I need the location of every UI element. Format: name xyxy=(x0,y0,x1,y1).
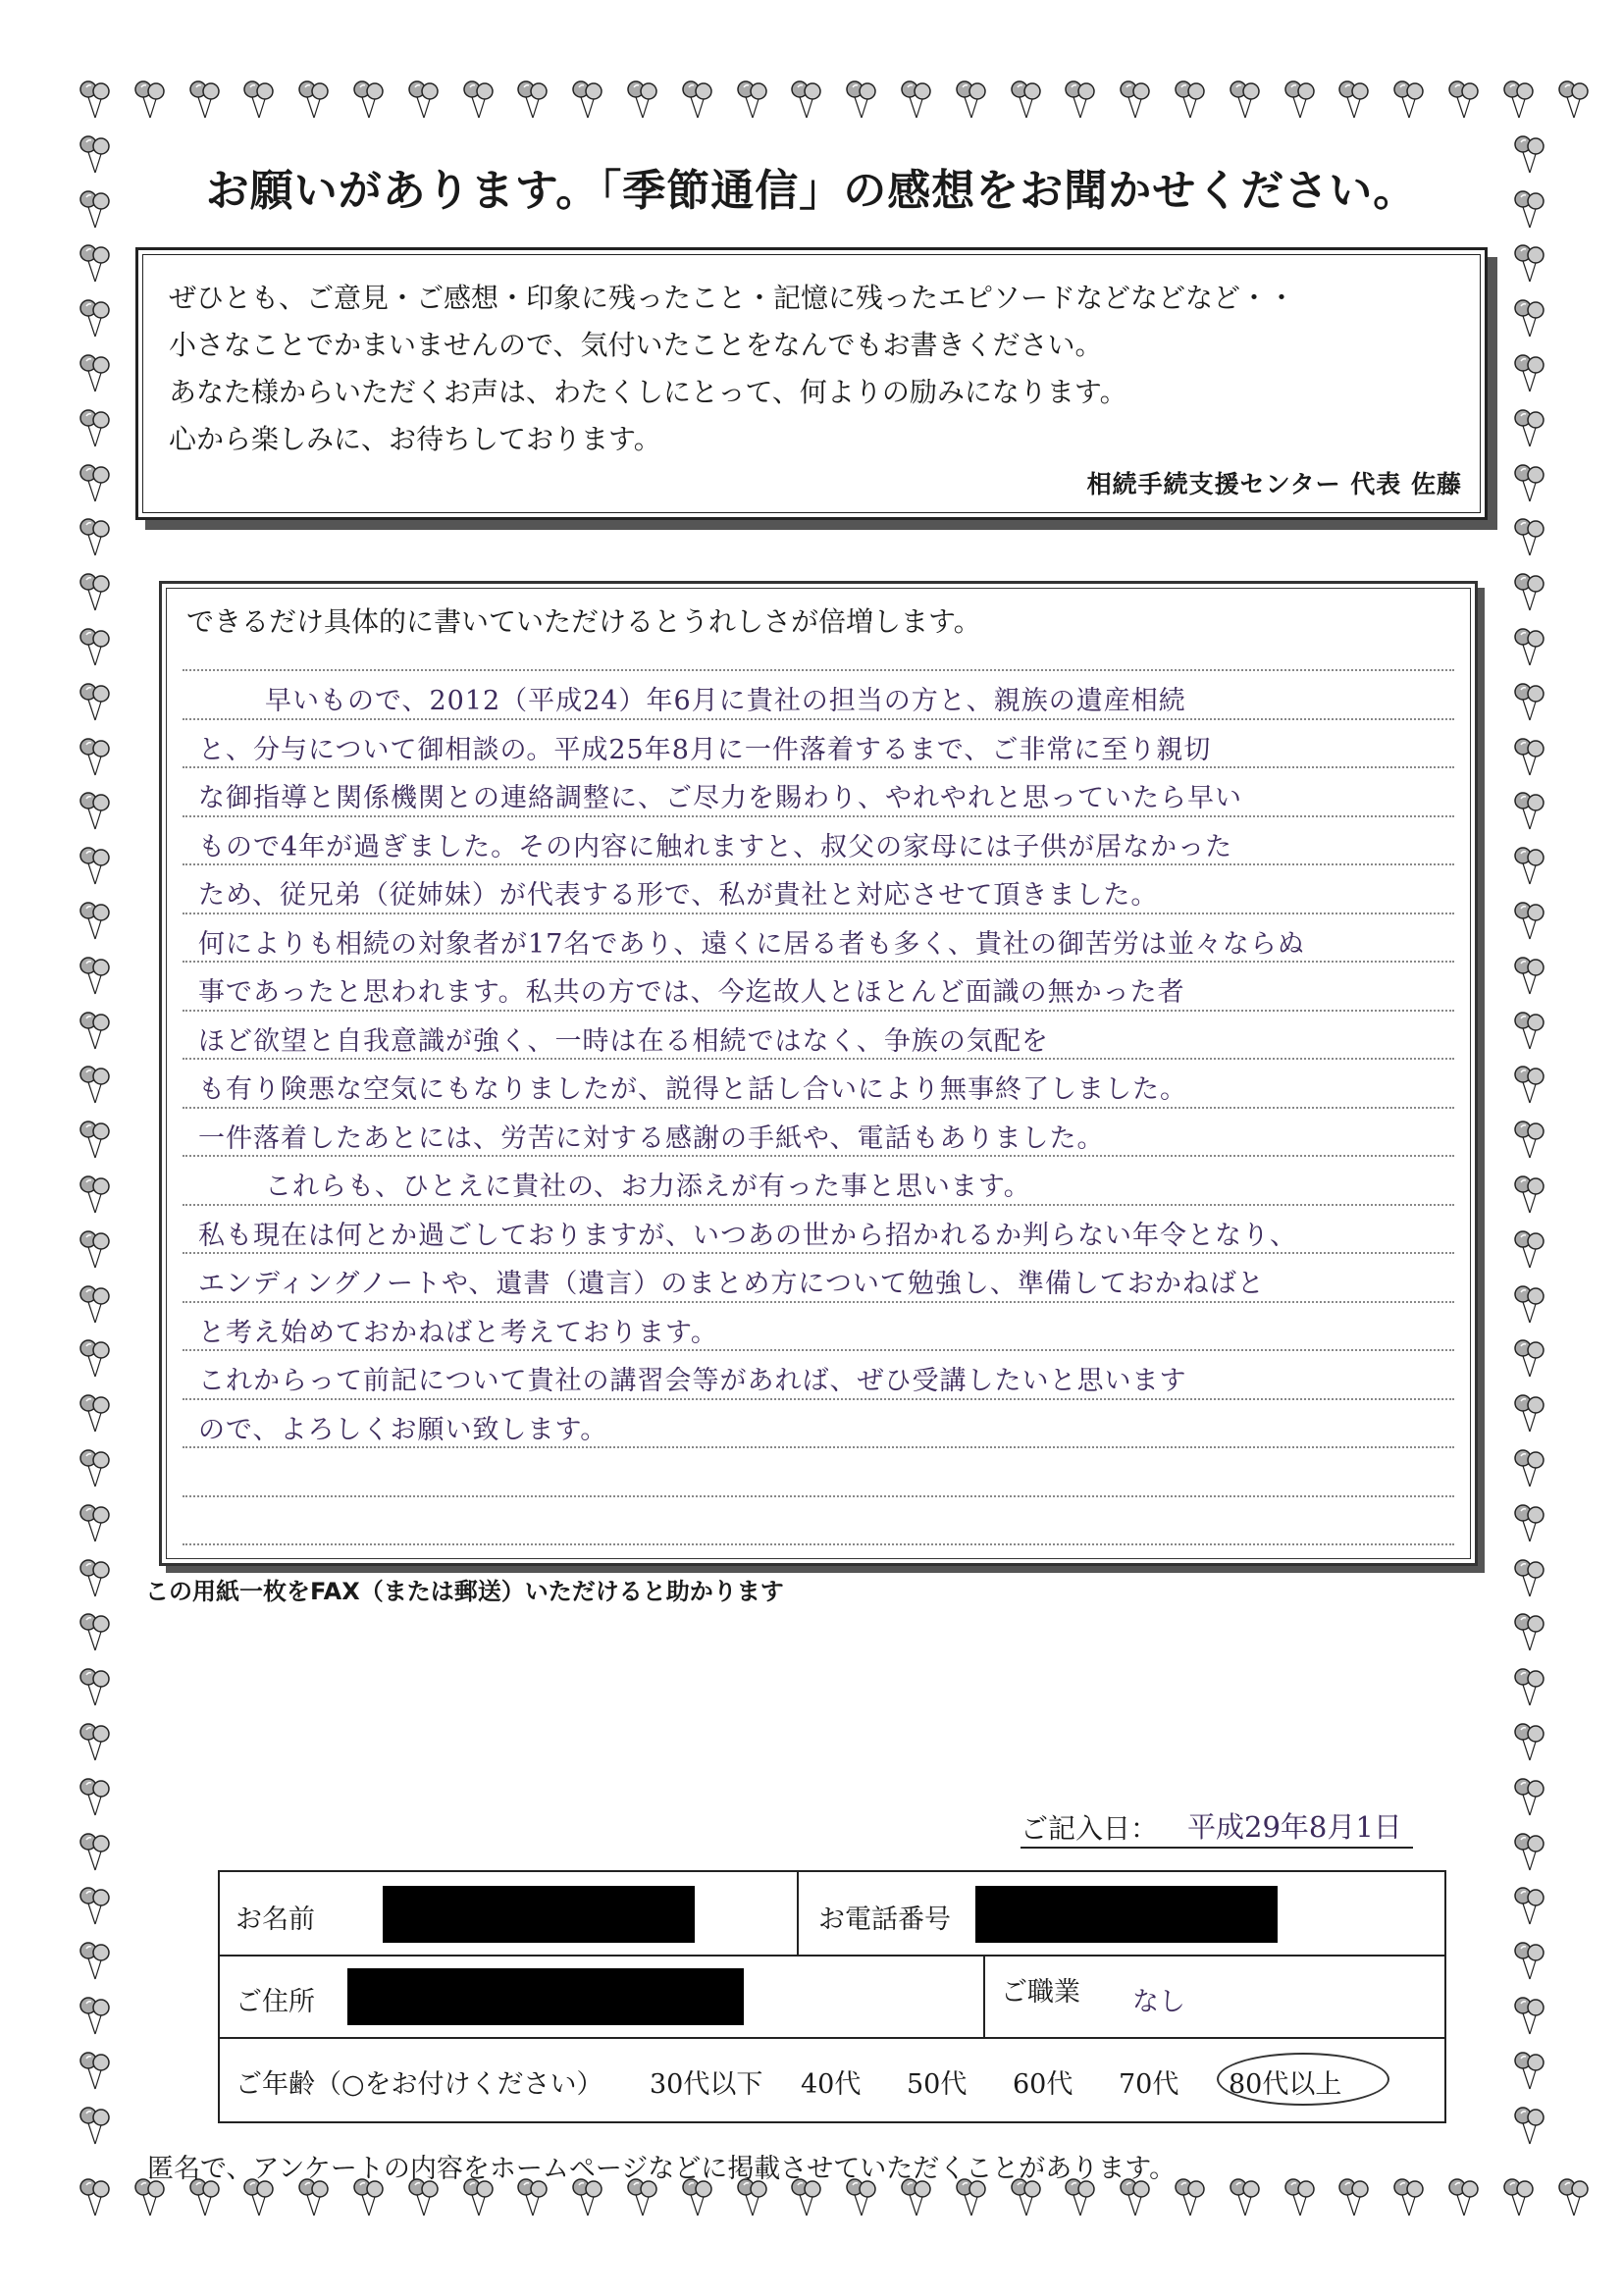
balloon-icon xyxy=(1557,2176,1591,2219)
ruled-line xyxy=(183,815,1454,817)
balloon-icon xyxy=(79,571,112,614)
balloon-icon xyxy=(188,78,222,122)
balloon-icon xyxy=(79,2105,112,2148)
balloon-icon xyxy=(79,297,112,340)
age-option-80s-plus[interactable]: 80代以上 xyxy=(1229,2069,1342,2100)
name-label: お名前 xyxy=(236,1905,315,1935)
answer-prompt: できるだけ具体的に書いていただけるとうれしさが倍増します。 xyxy=(186,605,981,638)
balloon-icon xyxy=(79,1995,112,2038)
page-title: お願いがあります。「季節通信」の感想をお聞かせください。 xyxy=(205,166,1418,216)
message-box xyxy=(135,247,1488,520)
balloon-icon xyxy=(79,736,112,779)
balloon-icon xyxy=(1229,2176,1262,2219)
answer-box-inner xyxy=(166,588,1471,1559)
ruled-line xyxy=(183,1301,1454,1303)
name-field-redacted[interactable] xyxy=(383,1886,695,1943)
balloon-icon xyxy=(790,78,823,122)
ruled-line xyxy=(183,1495,1454,1497)
balloon-icon xyxy=(79,1228,112,1272)
balloon-icon xyxy=(1229,78,1262,122)
form-divider xyxy=(797,1872,799,1955)
form-divider xyxy=(983,1955,985,2037)
handwritten-line: な御指導と関係機関との連絡調整に、ご尽力を賜わり、やれやれと思っていたら早い xyxy=(198,783,1242,813)
balloon-icon xyxy=(1337,2176,1371,2219)
ruled-line xyxy=(183,1107,1454,1109)
balloon-icon xyxy=(407,78,441,122)
balloon-icon xyxy=(79,900,112,943)
message-box-inner xyxy=(142,254,1481,513)
address-label: ご住所 xyxy=(236,1987,315,2017)
balloon-icon xyxy=(79,955,112,998)
balloon-icon xyxy=(1283,2176,1317,2219)
balloon-icon xyxy=(1174,2176,1207,2219)
balloon-icon xyxy=(79,845,112,888)
handwritten-line: これらも、ひとえに貴社の、お力添えが有った事と思います。 xyxy=(265,1172,1031,1202)
balloon-icon xyxy=(1513,1721,1546,1764)
balloon-icon xyxy=(1119,78,1152,122)
balloon-icon xyxy=(1513,955,1546,998)
balloon-icon xyxy=(79,1666,112,1709)
age-option-60s[interactable]: 60代 xyxy=(1013,2069,1073,2100)
balloon-icon xyxy=(1513,1940,1546,1983)
balloon-icon xyxy=(1502,78,1536,122)
balloon-icon xyxy=(79,1174,112,1217)
ruled-line xyxy=(183,1155,1454,1157)
balloon-icon xyxy=(1513,133,1546,177)
balloon-icon xyxy=(79,1119,112,1162)
balloon-icon xyxy=(79,462,112,505)
ruled-line xyxy=(183,1398,1454,1400)
form-divider xyxy=(220,1955,1444,1957)
balloon-icon xyxy=(79,1721,112,1764)
message-line: ぜひとも、ご意見・ご感想・印象に残ったこと・記憶に残ったエピソードなどなどなど・・ xyxy=(169,282,1296,314)
balloon-icon xyxy=(1513,1611,1546,1654)
handwritten-line: ため、従兄弟（従姉妹）が代表する形で、私が貴社と対応させて頂きました。 xyxy=(198,880,1159,911)
balloon-icon xyxy=(1513,462,1546,505)
ruled-line xyxy=(183,669,1454,671)
ruled-line xyxy=(183,766,1454,768)
message-line: あなた様からいただくお声は、わたくしにとって、何よりの励みになります。 xyxy=(169,376,1127,408)
balloon-icon xyxy=(736,78,769,122)
balloon-icon xyxy=(1513,681,1546,724)
balloon-icon xyxy=(79,2050,112,2093)
balloon-icon xyxy=(79,626,112,669)
balloon-icon xyxy=(462,78,496,122)
balloon-icon xyxy=(79,1831,112,1874)
phone-field-redacted[interactable] xyxy=(975,1886,1278,1943)
balloon-icon xyxy=(1447,2176,1481,2219)
balloon-icon xyxy=(79,681,112,724)
ruled-line xyxy=(183,913,1454,914)
form-divider xyxy=(220,2037,1444,2039)
balloon-icon xyxy=(1010,78,1043,122)
balloon-icon xyxy=(79,1010,112,1053)
balloon-icon xyxy=(1513,1831,1546,1874)
balloon-icon xyxy=(1513,900,1546,943)
handwritten-line: エンディングノートや、遺書（遺言）のまとめ方について勉強し、準備しておかねばと xyxy=(198,1269,1265,1299)
ruled-line xyxy=(183,1543,1454,1545)
balloon-icon xyxy=(79,1064,112,1107)
message-line: 小さなことでかまいませんので、気付いたことをなんでもお書きください。 xyxy=(169,329,1103,361)
occupation-value[interactable]: なし xyxy=(1132,1987,1185,2017)
balloon-icon xyxy=(1513,1502,1546,1545)
balloon-icon xyxy=(1513,352,1546,395)
balloon-icon xyxy=(1513,626,1546,669)
handwritten-line: ほど欲望と自我意識が強く、一時は在る相続ではなく、争族の気配を xyxy=(198,1025,1049,1057)
balloon-icon xyxy=(1513,2050,1546,2093)
balloon-icon xyxy=(79,1776,112,1819)
balloon-icon xyxy=(242,78,276,122)
date-field[interactable] xyxy=(1021,1803,1413,1849)
ruled-line xyxy=(183,1058,1454,1060)
balloon-icon xyxy=(681,78,714,122)
balloon-icon xyxy=(1513,516,1546,559)
balloon-icon xyxy=(1502,2176,1536,2219)
answer-box xyxy=(159,581,1478,1566)
balloon-icon xyxy=(1283,78,1317,122)
age-option-30s[interactable]: 30代以下 xyxy=(650,2069,763,2100)
balloon-icon xyxy=(1513,1557,1546,1600)
balloon-icon xyxy=(79,1337,112,1381)
handwritten-line: と考え始めておかねばと考えております。 xyxy=(198,1317,718,1348)
age-label: ご年齢（○をお付けください） xyxy=(236,2069,603,2100)
balloon-icon xyxy=(79,352,112,395)
balloon-icon xyxy=(1513,1392,1546,1435)
balloon-icon xyxy=(1513,571,1546,614)
balloon-icon xyxy=(79,1502,112,1545)
handwritten-line: 一件落着したあとには、労苦に対する感謝の手紙や、電話もありました。 xyxy=(198,1122,1105,1154)
balloon-icon xyxy=(79,2176,112,2219)
balloon-icon xyxy=(1174,78,1207,122)
signature: 相続手続支援センター 代表 佐藤 xyxy=(1086,470,1462,498)
balloon-icon xyxy=(1513,1885,1546,1928)
balloon-icon xyxy=(1513,188,1546,232)
balloon-icon xyxy=(1513,790,1546,833)
balloon-icon xyxy=(1064,78,1097,122)
balloon-icon xyxy=(1513,1447,1546,1490)
balloon-icon xyxy=(1513,1283,1546,1327)
balloon-icon xyxy=(1337,78,1371,122)
respondent-form xyxy=(218,1870,1446,2123)
balloon-icon xyxy=(79,1557,112,1600)
balloon-icon xyxy=(1513,1174,1546,1217)
balloon-icon xyxy=(1447,78,1481,122)
balloon-icon xyxy=(1513,407,1546,450)
selected-age-circle xyxy=(1217,2053,1389,2106)
balloon-icon xyxy=(79,1283,112,1327)
balloon-icon xyxy=(1557,78,1591,122)
handwritten-line: 私も現在は何とか過ごしておりますが、いつあの世から招かれるか判らない年令となり、 xyxy=(198,1220,1297,1251)
balloon-icon xyxy=(1392,2176,1426,2219)
message-line: 心から楽しみに、お待ちしております。 xyxy=(169,423,661,455)
balloon-icon xyxy=(79,1611,112,1654)
balloon-icon xyxy=(1513,1228,1546,1272)
balloon-icon xyxy=(79,188,112,232)
balloon-icon xyxy=(297,78,331,122)
balloon-icon xyxy=(1513,1776,1546,1819)
balloon-icon xyxy=(1513,1064,1546,1107)
handwritten-line: と、分与について御相談の。平成25年8月に一件落着するまで、ご非常に至り親切 xyxy=(198,734,1212,765)
ruled-line xyxy=(183,1204,1454,1206)
handwritten-line: 早いもので、2012（平成24）年6月に貴社の担当の方と、親族の遺産相続 xyxy=(265,686,1186,716)
balloon-icon xyxy=(79,78,112,122)
balloon-icon xyxy=(845,78,878,122)
balloon-icon xyxy=(79,516,112,559)
handwritten-line: 事であったと思われます。私共の方では、今迄故人とほとんど面識の無かった者 xyxy=(198,977,1185,1008)
balloon-icon xyxy=(352,78,386,122)
balloon-icon xyxy=(1513,1119,1546,1162)
balloon-icon xyxy=(79,1885,112,1928)
age-option-70s[interactable]: 70代 xyxy=(1119,2069,1179,2100)
fax-note: この用紙一枚をFAX（または郵送）いただけると助かります xyxy=(145,1578,784,1605)
balloon-icon xyxy=(1513,736,1546,779)
date-label: ご記入日： xyxy=(1021,1812,1159,1845)
balloon-icon xyxy=(79,1940,112,1983)
balloon-icon xyxy=(1513,1010,1546,1053)
balloon-icon xyxy=(1513,1995,1546,2038)
balloon-icon xyxy=(1392,78,1426,122)
age-option-50s[interactable]: 50代 xyxy=(907,2069,968,2100)
balloon-icon xyxy=(1513,845,1546,888)
balloon-icon xyxy=(516,78,550,122)
ruled-line xyxy=(183,718,1454,720)
ruled-line xyxy=(183,863,1454,865)
balloon-icon xyxy=(1513,1666,1546,1709)
handwritten-line: も有り険悪な空気にもなりましたが、説得と話し合いにより無事終了しました。 xyxy=(198,1074,1187,1105)
handwritten-line: ので、よろしくお願い致します。 xyxy=(198,1414,608,1445)
occupation-label: ご職業 xyxy=(1001,1977,1080,2008)
balloon-icon xyxy=(133,78,167,122)
balloon-icon xyxy=(1513,1337,1546,1381)
ruled-line xyxy=(183,1252,1454,1254)
balloon-icon xyxy=(1513,2105,1546,2148)
ruled-line xyxy=(183,961,1454,963)
ruled-line xyxy=(183,1349,1454,1351)
balloon-icon xyxy=(1513,297,1546,340)
balloon-icon xyxy=(1513,242,1546,286)
ruled-line xyxy=(183,1446,1454,1448)
handwritten-line: これからって前記について貴社の講習会等があれば、ぜひ受講したいと思います xyxy=(198,1366,1187,1396)
balloon-icon xyxy=(79,790,112,833)
address-field-redacted[interactable] xyxy=(347,1968,744,2025)
balloon-icon xyxy=(79,407,112,450)
ruled-line xyxy=(183,1010,1454,1012)
publication-notice: 匿名で、アンケートの内容をホームページなどに掲載させていただくことがあります。 xyxy=(147,2154,1177,2184)
balloon-icon xyxy=(79,133,112,177)
balloon-icon xyxy=(626,78,659,122)
balloon-icon xyxy=(900,78,933,122)
handwritten-line: もので4年が過ぎました。その内容に触れますと、叔父の家母には子供が居なかった xyxy=(198,831,1233,862)
balloon-icon xyxy=(955,78,988,122)
handwritten-line: 何によりも相続の対象者が17名であり、遠くに居る者も多く、貴社の御苦労は並々ならぬ xyxy=(198,928,1305,960)
balloon-icon xyxy=(79,242,112,286)
balloon-icon xyxy=(571,78,604,122)
phone-label: お電話番号 xyxy=(818,1905,951,1935)
balloon-icon xyxy=(79,1447,112,1490)
age-option-40s[interactable]: 40代 xyxy=(801,2069,862,2100)
date-value: 平成29年8月1日 xyxy=(1187,1810,1402,1844)
balloon-icon xyxy=(79,1392,112,1435)
